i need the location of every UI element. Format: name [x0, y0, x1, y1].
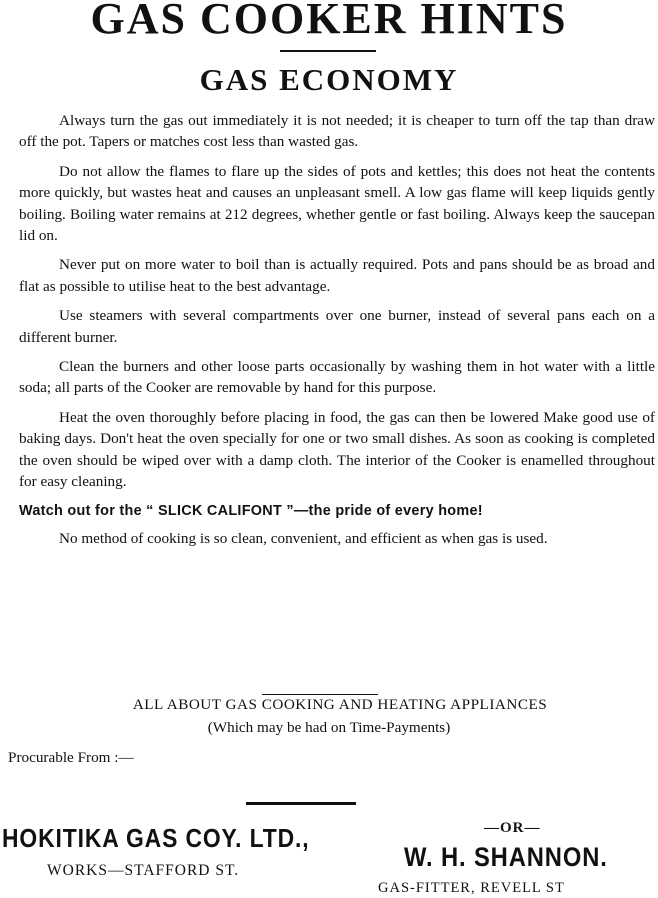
procurable-label: Procurable From :—	[8, 749, 134, 766]
paragraph-flames: Do not allow the flames to flare up the sides of pots and kettles; this does not heat the contents more quickly, but wastes heat and causes an unpleasant smell. A low gas flame will keep liquids gently boiling. Boiling water remains at 212 degrees, whether gentle or fast boiling. Always keep the saucepan lid on.	[19, 162, 655, 245]
fitter-address: GAS-FITTER, REVELL ST	[378, 880, 565, 896]
title-divider	[280, 50, 376, 52]
company-name: HOKITIKA GAS COY. LTD.,	[2, 823, 310, 853]
footer-divider	[246, 802, 356, 805]
section-title: GAS ECONOMY	[199, 62, 459, 97]
slogan: Watch out for the “ SLICK CALIFONT ”—the pride of every home!	[19, 502, 483, 519]
company-address: WORKS—STAFFORD ST.	[47, 862, 240, 879]
article-body	[19, 110, 655, 557]
page-title: GAS COOKER HINTS	[90, 0, 568, 43]
or-separator: —OR—	[484, 820, 541, 836]
paragraph-oven: Heat the oven thoroughly before placing in food, the gas can then be lowered Make good use of baking days. Don't heat the oven specially for one or two small dishes. As soon as cooking is completed the oven should be wiped over with a damp cloth. The interior of the Cooker is enamelled throughout for easy cleaning.	[19, 408, 655, 491]
paragraph-closing: No method of cooking is so clean, convenient, and efficient as when gas is used.	[59, 529, 548, 547]
paragraph-gas-off: Always turn the gas out immediately it is not needed; it is cheaper to turn off the tap than draw off the pot. Tapers or matches cost less than wasted gas.	[19, 112, 655, 151]
appliances-heading: ALL ABOUT GAS COOKING AND HEATING APPLIANCES	[132, 696, 548, 713]
appliances-subheading: (Which may be had on Time-Payments)	[207, 719, 451, 736]
paragraph-steamers: Use steamers with several compartments over one burner, instead of several pans each on a different burner.	[19, 307, 655, 346]
paragraph-water: Never put on more water to boil than is actually required. Pots and pans should be as broad and flat as possible to utilise heat to the best advantage.	[19, 256, 655, 295]
paragraph-cleaning: Clean the burners and other loose parts occasionally by washing them in hot water with a little soda; all parts of the Cooker are removable by hand for this purpose.	[19, 358, 655, 397]
fitter-name: W. H. SHANNON.	[404, 842, 608, 872]
